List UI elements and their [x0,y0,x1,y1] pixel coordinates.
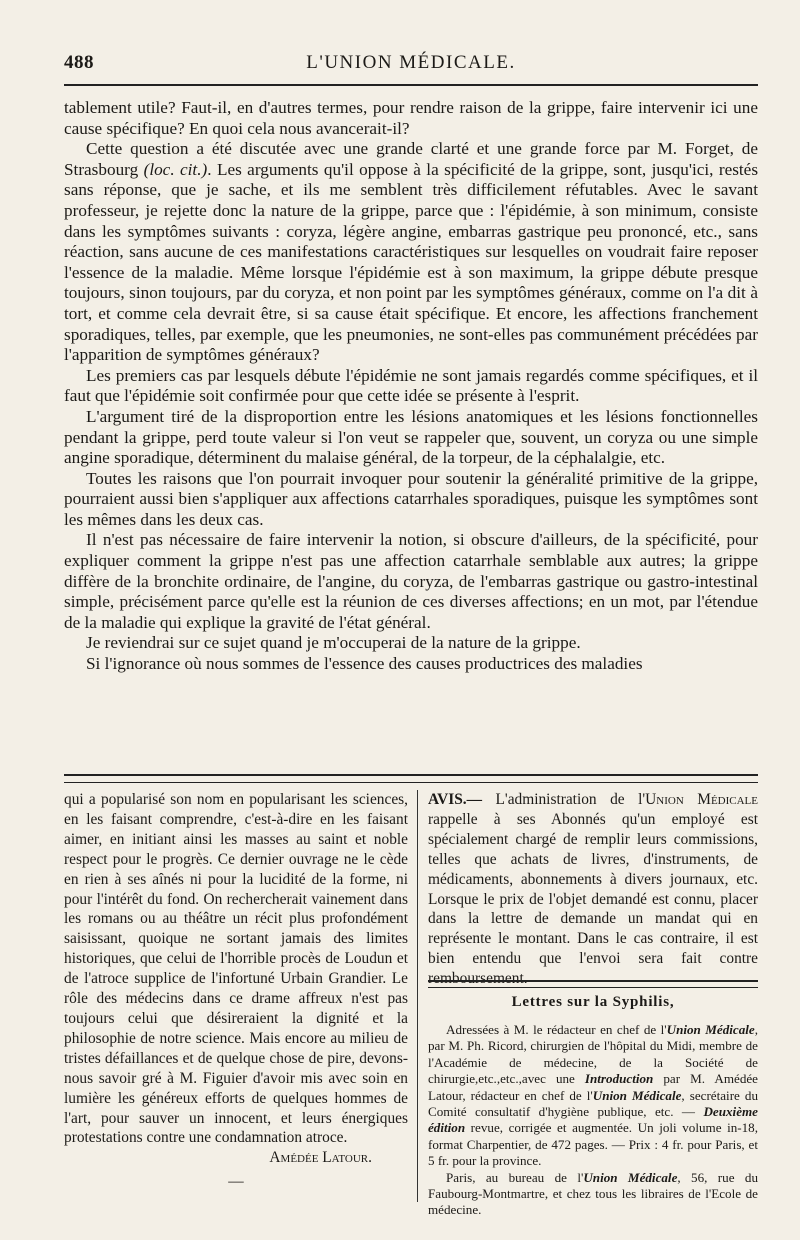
page-number: 488 [64,52,94,73]
book-advert-paragraph-1 [428,1022,758,1170]
paragraph-7: Je reviendrai sur ce sujet quand je m'occuperai de la nature de la grippe. [86,633,581,653]
review-signature [64,1148,408,1168]
journal-title: L'UNION MÉDICALE. [306,52,516,73]
paragraph-8: Si l'ignorance où nous sommes de l'essence des causes productrices des maladies [86,654,643,674]
page-header [64,46,758,80]
section-divider [64,774,758,783]
avis-lead: L'administration de l' [482,791,646,808]
book-advert-text [428,1022,758,1219]
book-address-journal: Union Médicale [583,1169,678,1185]
book-edition: Deuxième édition [428,1104,758,1136]
book-address-a: Paris, au bureau de l' [446,1169,584,1185]
paragraph-2 [64,139,758,366]
main-article-text [64,98,758,675]
paragraph-2-start: Cette question a été discutée avec une grande clarté et une grande force par M. Forget, de Strasbourg [64,139,758,179]
book-text-b: , par M. Ph. Ricord, chirurgien de l'hôpital du Midi, membre de l'Académie de médecine, de la Société de chirurgie,etc.,etc.,avec une [428,1022,758,1087]
book-address-b: , 56, rue du Faubourg-Montmartre, et chez tous les libraires de l'Ecole de médecine. [428,1169,758,1218]
book-journal-name-2: Union Médicale [592,1087,682,1103]
signature-name: Amédée Latour. [269,1149,372,1167]
book-advert-title: Lettres sur la Syphilis, [511,994,675,1010]
advert-divider [428,980,758,988]
paragraph-2-rest: . Les arguments qu'il oppose à la spécificité de la grippe, sont, jusqu'ici, restés sans réponse, que je sache, et ils me semblent très difficilement réfutables. Avec le savant professeur, je rejette donc la nature de la grippe, parce que : l'épidémie, à son minimum, consiste dans les symptômes suivants : coryza, légère angine, embarras gastrique peu prononcé, etc., sans réaction, sans aucune de ces manifestations caractéristiques sur lesquelles on voudrait faire reposer l'essence de la maladie. Même lorsque l'épidémie est à son maximum, la grippe débute presque toujours, sinon toujours, par du coryza, et non point par les symptômes généraux, comme on l'a dit à tort, et comme cela devrait être, si sa cause était spécifique. Et encore, les affections franchement sporadiques, telles, par exemple, que les pneumonies, ne sont-elles pas communément précédées par l'apparition de symptômes généraux? [64,159,759,365]
avis-journal-name: Union Médicale [645,791,758,808]
paragraph-3: Les premiers cas par lesquels débute l'épidémie ne sont jamais regardés comme spécifiques, et il faut que l'épidémie soit confirmée pour que cette idée se présente à l'esprit. [64,365,758,406]
book-journal-name: Union Médicale [666,1022,755,1037]
book-text-d: , secrétaire du Comité consultatif d'hygiène publique, etc. — [428,1087,758,1120]
paragraph-6: Il n'est pas nécessaire de faire intervenir la notion, si obscure d'ailleurs, de la spécificité, pour expliquer comment la grippe n'est pas une affection catarrhale semblable aux autres; la grippe diffère de la bronchite ordinaire, de l'angine, du coryza, de l'embarras gastrique ou gastro-intestinal simple, précisément parce qu'elle est la réunion de ces diverses affections; en un mot, par l'étendue de la maladie qui explique la gravité de l'état général. [64,530,758,632]
paragraph-1: tablement utile? Faut-il, en d'autres termes, pour rendre raison de la grippe, faire intervenir ici une cause spécifique? En quoi cela nous avancerait-il? [64,98,758,138]
book-advert-paragraph-2 [428,1170,758,1219]
review-column [64,790,408,1192]
avis-label: AVIS.— [428,791,483,808]
review-text: qui a popularisé son nom en popularisant les sciences, en les faisant comprendre, c'est-à-dire en les faisant aimer, en initiant ainsi les masses au saint et noble respect pour le progrès. Ce dernier ouvrage ne le cède en rien à ses aînés ni pour la lucidité de la forme, ni pour l'intérêt du fond. On rechercherait vainement dans les romans ou au théâtre un récit plus profondément saisissant, quoique ne sortant jamais des limites historiques, que celui de l'horrible procès de Loudun et de l'atroce supplice de l'infortuné Urbain Grandier. Le rôle des médecins dans ce drame affreux n'est pas toujours celui que désireraient la dignité et la philosophie de notre science. Mais encore au milieu de tristes défaillances et de quelque chose de pire, devons-nous savoir gré à M. Figuier d'avoir mis avec soin en lumière les généreux efforts de quelques hommes de l'art, pour sauver un innocent, et leurs énergiques protestations contre une condamnation atroce. [64,791,408,1147]
notice-column [428,790,758,989]
avis-text: rappelle à ses Abonnés qu'un employé est spécialement chargé de remplir leurs commissions, telles que achats de livres, d'instruments, de médicaments, abonnements à divers journaux, etc. Lorsque le prix de l'objet demandé est connu, placer dans la lettre de demande un mandat qui en représente le montant. Dans le cas contraire, il est bien entendu que l'envoi sera fait contre remboursement. [428,810,758,988]
closing-dash: — [228,1173,244,1191]
header-rule [64,84,758,86]
book-text-e: revue, corrigée et augmentée. Un joli volume in-18, format Charpentier, de 472 pages. — Prix : 4 fr. pour Paris, et 5 fr. pour la province. [428,1120,758,1169]
paragraph-5: Toutes les raisons que l'on pourrait invoquer pour soutenir la généralité primitive de la grippe, pourraient aussi bien s'appliquer aux affections catarrhales sporadiques, puisque les symptômes sont les mêmes dans les deux cas. [64,468,758,529]
column-divider [417,790,418,1202]
citation: (loc. cit.) [143,159,208,179]
avis-notice [428,790,758,989]
book-text-c: par M. Amédée Latour, rédacteur en chef de l' [428,1071,758,1103]
book-text-a: Adressées à M. le rédacteur en chef de l' [446,1022,667,1037]
book-introduction: Introduction [584,1071,654,1087]
paragraph-4: L'argument tiré de la disproportion entre les lésions anatomiques et les lésions fonctionnelles pendant la grippe, perd toute valeur si l'on veut se rappeler que, souvent, un coryza ou une simple angine sporadique, déterminent du malaise général, de la torpeur, de la céphalalgie, etc. [64,406,758,468]
